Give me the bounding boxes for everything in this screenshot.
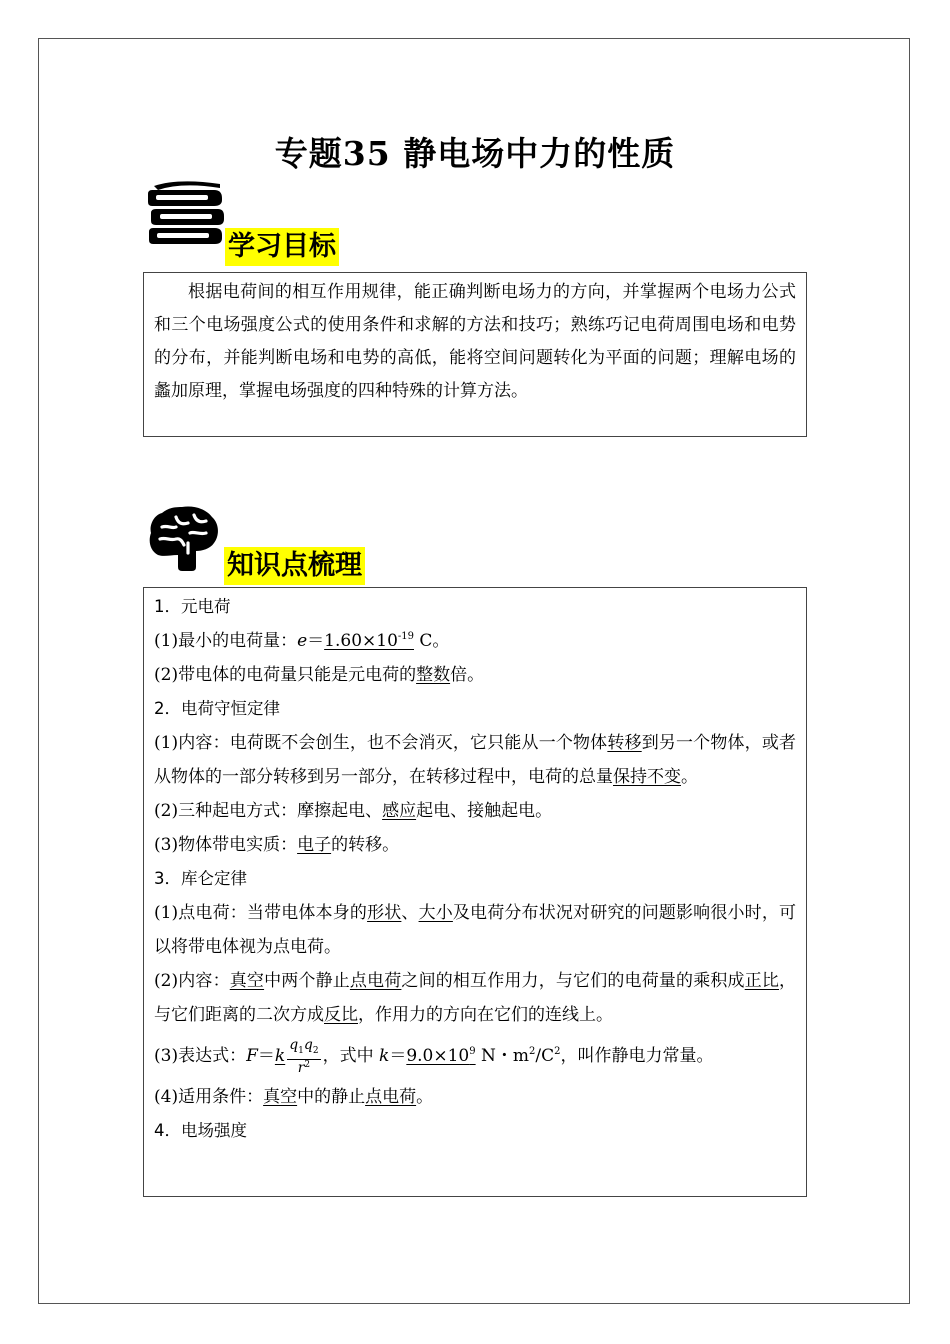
section-3-title: 3．库仑定律: [154, 869, 247, 888]
knowledge-list: [144, 588, 806, 1148]
page-title: 专题35 静电场中力的性质: [274, 134, 676, 173]
section-2-title: 2．电荷守恒定律: [154, 699, 280, 718]
coulomb-fraction: $\frac{q_1q_2}{r^2}$: [289, 1037, 319, 1076]
s1-line-1: (1)最小的电荷量：$e=1.60\times 10^{-19}$ C。: [154, 631, 450, 651]
knowledge-heading: 知识点梳理: [224, 547, 365, 585]
s3-line-1: (1)点电荷：当带电体本身的形状、大小及电荷分布状况对研究的问题影响很小时，可以将带电体视为点电荷。: [154, 903, 797, 957]
s3-line-3-formula: (3)表达式：F＝k $\frac{q_1q_2}{r^2}$ ，式中 $k=9.0\times 10^9$ N・$m^2/C^2$，叫作静电力常量。: [154, 1037, 714, 1076]
s1-line-2: (2)带电体的电荷量只能是元电荷的整数倍。: [154, 665, 485, 685]
section-1-title: 1．元电荷: [154, 597, 231, 616]
goals-heading: 学习目标: [225, 228, 339, 266]
s2-line-2: (2)三种起电方式：摩擦起电、感应起电、接触起电。: [154, 801, 553, 821]
goals-box: [143, 272, 807, 437]
s3-line-4: (4)适用条件：真空中的静止点电荷。: [154, 1087, 434, 1107]
s3-line-2: (2)内容：真空中两个静止点电荷之间的相互作用力，与它们的电荷量的乘积成正比，与它们距离的二次方成反比，作用力的方向在它们的连线上。: [154, 971, 797, 1025]
books-icon: [148, 178, 226, 252]
goals-text: 根据电荷间的相互作用规律，能正确判断电场力的方向，并掌握两个电场力公式和三个电场强度公式的使用条件和求解的方法和技巧；熟练巧记电荷周围电场和电势的分布，并能判断电场和电势的高低，能将空间问题转化为平面的问题；理解电场的蠡加原理，掌握电场强度的四种特殊的计算方法。: [154, 282, 796, 401]
section-4-title: 4．电场强度: [154, 1121, 247, 1140]
brain-icon: [148, 505, 220, 573]
s2-line-1: (1)内容：电荷既不会创生，也不会消灭，它只能从一个物体转移到另一个物体，或者从物体的一部分转移到另一部分，在转移过程中，电荷的总量保持不变。: [154, 733, 796, 787]
knowledge-box: [143, 587, 807, 1197]
s2-line-3: (3)物体带电实质：电子的转移。: [154, 835, 400, 855]
